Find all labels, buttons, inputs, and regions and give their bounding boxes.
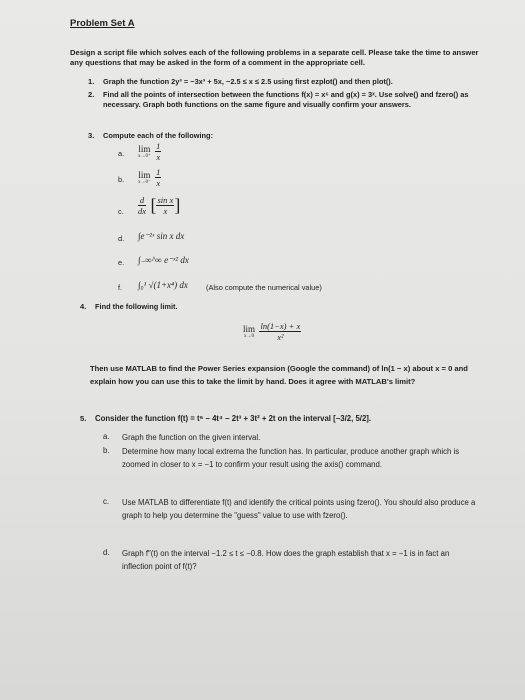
problem-3-number: 3. [88, 131, 95, 140]
problem-3b-expression [138, 167, 161, 188]
problem-5b-text: Determine how many local extrema the function has. In particular, produce another graph which is zoomed in closer to x = −1 to confirm your result using the axis() command. [122, 447, 460, 469]
problem-3c-label: c. [118, 207, 124, 216]
problem-3b-label: b. [118, 175, 125, 184]
problem-3e-label: e. [118, 258, 125, 267]
fraction-numerator: 1 [156, 141, 161, 151]
problem-2-number: 2. [88, 90, 95, 99]
lim-operator: lim [138, 169, 151, 180]
problem-3f-expression: ∫₀¹ √(1+x⁴) dx [138, 280, 188, 290]
problem-1-text: Graph the function 2y³ = −3x³ + 5x, −2.5 ≤ x ≤ 2.5 using first ezplot() and then plot(). [103, 77, 393, 86]
problem-5a-label: a. [103, 432, 110, 441]
problem-1-number: 1. [88, 77, 95, 86]
problem-5c-text: Use MATLAB to differentiate f(t) and identify the critical points using fzero(). You should also produce a graph to help you determine the "guess" value to use with fzero(). [122, 498, 476, 520]
fraction-denominator: x [156, 178, 161, 188]
problem-5c-label: c. [103, 497, 110, 506]
fraction-numerator: 1 [156, 167, 161, 177]
problem-5-number: 5. [80, 414, 87, 423]
problem-5-text: Consider the function f(t) = t⁶ − 4t⁴ − 2t³ + 3t² + 2t on the interval [−3/2, 5/2]. [95, 414, 372, 423]
problem-5b-label: b. [103, 446, 110, 455]
problem-3d-expression: ∫e⁻²ˣ sin x dx [138, 231, 185, 241]
inner-numerator: sin x [157, 195, 174, 205]
problem-3-text: Compute each of the following: [103, 131, 214, 140]
lim-operator: lim [138, 143, 151, 154]
fraction-denominator: x [156, 152, 161, 162]
problem-5a-text: Graph the function on the given interval. [122, 433, 261, 442]
problem-3f-note: (Also compute the numerical value) [206, 283, 322, 292]
page-title: Problem Set A [70, 18, 135, 29]
intro-paragraph: Design a script file which solves each of the following problems in a separate cell. Please take the time to answer any questions that may be asked in the form of a comment in the appropriate cell. [70, 48, 479, 67]
problem-5d-label: d. [103, 548, 110, 557]
problem-4-text: Find the following limit. [95, 302, 178, 311]
problem-3a-label: a. [118, 149, 125, 158]
limit-denominator: x² [277, 332, 284, 342]
lim-subscript: x→0⁺ [138, 153, 151, 159]
problem-3c-expression: $\frac{d}{dx}$ [ $\frac{\text{sin x}}{x}$ ] [138, 195, 181, 216]
inner-denominator: x [163, 206, 168, 216]
problem-2-text: Find all the points of intersection between the functions f(x) = x⁶ and g(x) = 3ˣ. Use solve() and fzero() as necessary. Graph both functions on the same figure and visually confirm your answers. [103, 90, 469, 109]
lim-subscript: x→0⁻ [138, 179, 151, 185]
derivative-denominator: dx [138, 206, 147, 216]
lim-operator: lim [243, 323, 256, 334]
problem-4-limit [243, 321, 301, 342]
problem-5d-text: Graph f″(t) on the interval −1.2 ≤ t ≤ −0.8. How does the graph establish that x = −1 is in fact an inflection point of f(t)? [122, 549, 450, 571]
limit-numerator: ln(1−x) + x [260, 321, 301, 331]
derivative-numerator: d [139, 195, 145, 205]
problem-4-followup: Then use MATLAB to find the Power Series expansion (Google the command) of ln(1 − x) about x = 0 and explain how you can use this to take the limit by hand. Does it agree with MATLAB's limit? [90, 364, 468, 386]
lim-subscript: x→0 [244, 333, 254, 339]
problem-3a-expression [138, 141, 161, 162]
problem-3f-label: f. [118, 283, 123, 292]
problem-4-number: 4. [80, 302, 87, 311]
problem-3d-label: d. [118, 234, 125, 243]
problem-3e-expression: ∫₋∞^∞ e⁻ˣ² dx [138, 255, 189, 265]
